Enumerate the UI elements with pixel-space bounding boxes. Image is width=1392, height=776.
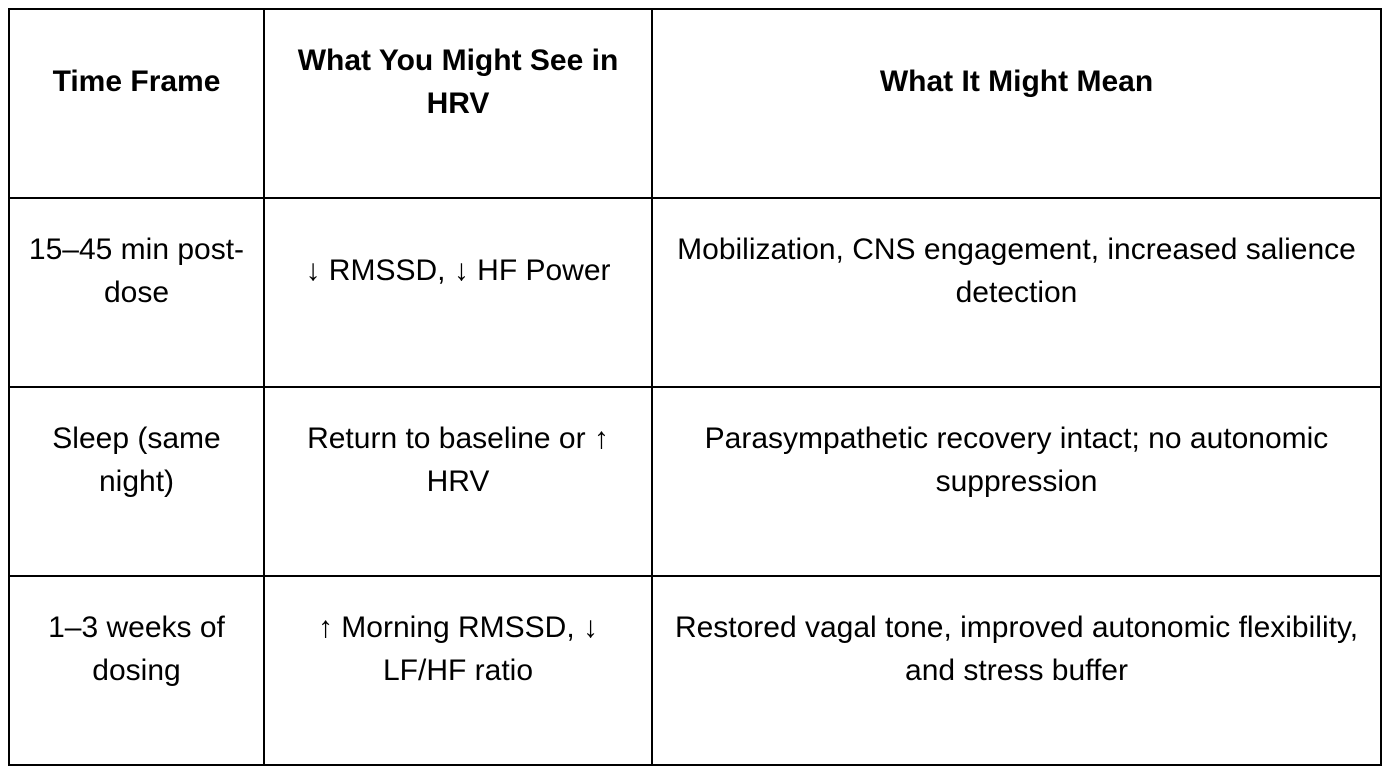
header-hrv bbox=[264, 9, 652, 198]
header-hrv-label: What You Might See in HRV bbox=[297, 43, 619, 120]
time-frame-text: 1–3 weeks of dosing bbox=[48, 610, 225, 687]
header-meaning bbox=[652, 9, 1381, 198]
hrv-text: Return to baseline or ↑ HRV bbox=[307, 421, 609, 498]
hrv-text: ↓ RMSSD, ↓ HF Power bbox=[305, 254, 611, 287]
header-time-frame bbox=[9, 9, 264, 198]
meaning-text: Restored vagal tone, improved autonomic flexibility, and stress buffer bbox=[674, 610, 1359, 687]
cell-time-frame bbox=[9, 198, 264, 387]
table-row bbox=[9, 387, 1381, 576]
cell-meaning bbox=[652, 387, 1381, 576]
meaning-text: Mobilization, CNS engagement, increased salience detection bbox=[677, 232, 1356, 309]
table-header-row bbox=[9, 9, 1381, 198]
cell-time-frame bbox=[9, 387, 264, 576]
time-frame-text: 15–45 min post-dose bbox=[28, 232, 245, 309]
table-row bbox=[9, 576, 1381, 765]
time-frame-text: Sleep (same night) bbox=[52, 421, 221, 498]
cell-hrv bbox=[264, 387, 652, 576]
meaning-text: Parasympathetic recovery intact; no autonomic suppression bbox=[704, 421, 1329, 498]
header-meaning-label: What It Might Mean bbox=[879, 65, 1154, 98]
cell-time-frame bbox=[9, 576, 264, 765]
hrv-table bbox=[8, 8, 1382, 766]
cell-meaning bbox=[652, 198, 1381, 387]
cell-meaning bbox=[652, 576, 1381, 765]
cell-hrv bbox=[264, 576, 652, 765]
header-time-frame-label: Time Frame bbox=[52, 65, 221, 98]
hrv-text: ↑ Morning RMSSD, ↓ LF/HF ratio bbox=[317, 610, 599, 687]
cell-hrv bbox=[264, 198, 652, 387]
table-row bbox=[9, 198, 1381, 387]
